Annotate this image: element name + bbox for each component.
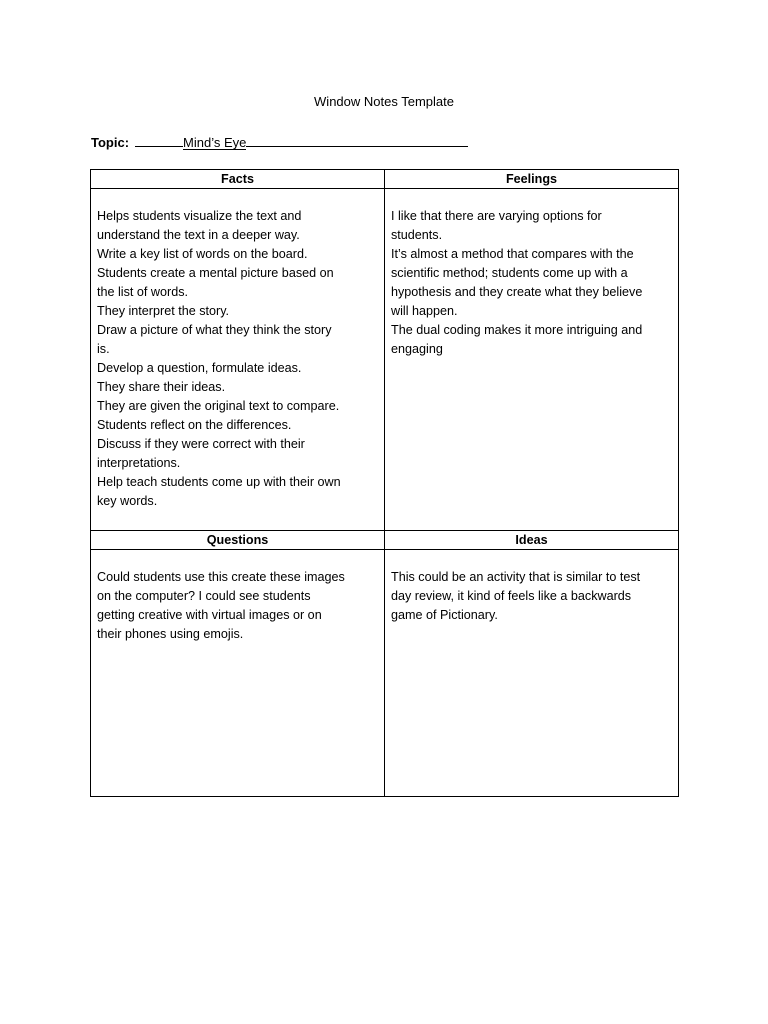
text-line: hypothesis and they create what they believe xyxy=(391,285,643,299)
body-row-top xyxy=(91,189,679,531)
text-line: interpretations. xyxy=(97,456,181,470)
feelings-cell xyxy=(385,189,679,531)
text-line: Could students use this create these images xyxy=(97,570,345,584)
text-line: their phones using emojis. xyxy=(97,627,244,641)
text-line: They share their ideas. xyxy=(97,380,226,394)
text-line: getting creative with virtual images or on xyxy=(97,608,322,622)
text-line: day review, it kind of feels like a backwards xyxy=(391,589,632,603)
text-line: Develop a question, formulate ideas. xyxy=(97,361,302,375)
ideas-text xyxy=(385,550,678,796)
topic-value: Mind’s Eye xyxy=(183,135,247,150)
document-title: Window Notes Template xyxy=(314,94,454,109)
ideas-heading: Ideas xyxy=(385,531,679,550)
text-line: engaging xyxy=(391,342,443,356)
text-line: They interpret the story. xyxy=(97,304,230,318)
topic-line xyxy=(91,132,468,151)
facts-cell xyxy=(91,189,385,531)
text-line: This could be an activity that is similar to test xyxy=(391,570,641,584)
questions-cell xyxy=(91,550,385,797)
text-line: Write a key list of words on the board. xyxy=(97,247,308,261)
text-line: students. xyxy=(391,228,443,242)
text-line: Students create a mental picture based on xyxy=(97,266,334,280)
topic-underline-leading xyxy=(135,132,183,147)
text-line: the list of words. xyxy=(97,285,188,299)
text-line: They are given the original text to compare. xyxy=(97,399,340,413)
header-row-bottom xyxy=(91,531,679,550)
topic-underline-trailing xyxy=(246,132,468,147)
text-line: will happen. xyxy=(391,304,458,318)
text-line: Discuss if they were correct with their xyxy=(97,437,305,451)
text-line: understand the text in a deeper way. xyxy=(97,228,300,242)
facts-text xyxy=(91,189,384,530)
text-line: key words. xyxy=(97,494,158,508)
text-line: It’s almost a method that compares with the xyxy=(391,247,634,261)
window-notes-grid xyxy=(90,169,679,797)
questions-heading: Questions xyxy=(91,531,385,550)
text-line: is. xyxy=(97,342,110,356)
text-line: Draw a picture of what they think the story xyxy=(97,323,332,337)
text-line: Helps students visualize the text and xyxy=(97,209,302,223)
text-line: scientific method; students come up with a xyxy=(391,266,628,280)
text-line: Students reflect on the differences. xyxy=(97,418,292,432)
questions-text xyxy=(91,550,384,796)
topic-label: Topic: xyxy=(91,135,130,150)
ideas-cell xyxy=(385,550,679,797)
feelings-text xyxy=(385,189,678,530)
header-row-top xyxy=(91,170,679,189)
text-line: The dual coding makes it more intriguing and xyxy=(391,323,643,337)
text-line: I like that there are varying options for xyxy=(391,209,602,223)
text-line: Help teach students come up with their own xyxy=(97,475,341,489)
body-row-bottom xyxy=(91,550,679,797)
text-line: game of Pictionary. xyxy=(391,608,498,622)
feelings-heading: Feelings xyxy=(385,170,679,189)
facts-heading: Facts xyxy=(91,170,385,189)
text-line: on the computer? I could see students xyxy=(97,589,311,603)
